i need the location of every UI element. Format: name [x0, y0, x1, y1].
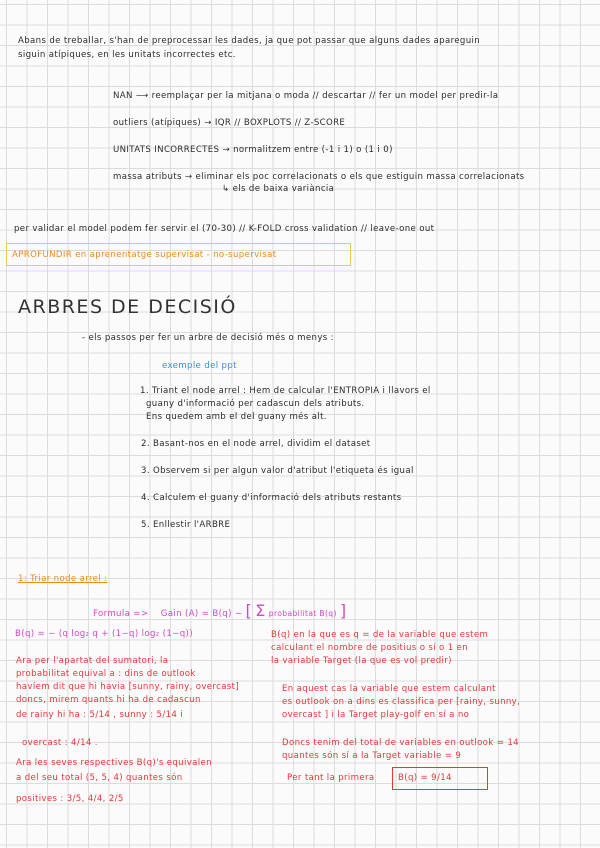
- validation-line: per validar el model podem fer servir el (70-30) // K-FOLD cross validation // leave-one out: [14, 224, 435, 234]
- step-1-line-3: Ens quedem amb el del guany més alt.: [146, 412, 327, 422]
- step-text: Calculem el guany d'informació dels atributs restants: [153, 493, 402, 503]
- formula-sigma: Σ: [255, 601, 266, 620]
- steps-intro: - els passos per fer un arbre de decisió més o menys :: [82, 333, 334, 343]
- final-result: B(q) = 9/14: [398, 773, 452, 783]
- step-number: 4.: [141, 493, 150, 503]
- prep-term: NAN: [113, 91, 133, 101]
- left-note-line: Ara per l'apartat del sumatori, la: [16, 656, 169, 666]
- right-note-line: la variable Target (la que es vol predir): [271, 656, 452, 666]
- step-text: Observem si per algun valor d'atribut l'etiqueta és igual: [153, 466, 414, 476]
- step-number: 5.: [141, 520, 150, 530]
- step-number: 1.: [140, 386, 149, 396]
- prep-text: reemplaçar per la mitjana o moda // descartar // fer un model per predir-la: [151, 91, 499, 101]
- section-title: ARBRES DE DECISIÓ: [18, 296, 237, 318]
- highlight-text: APROFUNDIR en aprenentatge supervisat - no-supervisat: [12, 250, 277, 260]
- intro-line-2: siguin atípiques, en les unitats incorrectes etc.: [18, 50, 236, 60]
- formula-bracket-close: ]: [339, 601, 347, 620]
- step-3: [141, 466, 414, 476]
- step-2: [141, 439, 371, 449]
- left-note-line: probabilitat equival a : dins de outlook: [16, 669, 196, 679]
- right-note-line: overcast ] i la Target play-golf en sí a no: [282, 710, 470, 720]
- right-note-line: B(q) en la que es q = de la variable que estem: [271, 630, 489, 640]
- step-number: 2.: [141, 439, 150, 449]
- left-note-line: de rainy hi ha : 5/14 , sunny : 5/14 i: [16, 710, 184, 720]
- left-note-line: havíem dit que hi havia [sunny, rainy, overcast]: [16, 682, 240, 692]
- prep-term: UNITATS INCORRECTES: [113, 145, 220, 155]
- prep-text: eliminar els poc correlacionats o els que estiguin massa correlacionats: [195, 172, 525, 182]
- left-note-line: doncs, mirem quants hi ha de cadascun: [16, 695, 201, 705]
- entropy-formula: B(q) = − (q log₂ q + (1−q) log₂ (1−q)): [15, 629, 193, 639]
- step-5: [141, 520, 230, 530]
- prep-term: massa atributs: [113, 172, 182, 182]
- left-note-line: Ara les seves respectives B(q)'s equivalen: [16, 758, 212, 768]
- formula-label: Formula =>: [93, 609, 149, 619]
- right-note-line: quantes són sí a la Target variable = 9: [282, 751, 462, 761]
- arrow-icon: →: [184, 172, 193, 182]
- right-note-line: Doncs tenim del total de variables en outlook = 14: [282, 738, 519, 748]
- prep-item-attributes: [113, 172, 525, 182]
- step-4: [141, 493, 401, 503]
- right-note-line: es outlook on a dins es classifica per [rainy, sunny,: [282, 697, 521, 707]
- step-text: Triant el node arrel : Hem de calcular l'ENTROPIA i llavors el: [152, 386, 431, 396]
- arrow-icon: ⟶: [135, 91, 149, 101]
- prep-extra-note: ↳ els de baixa variància: [222, 184, 335, 194]
- step-text: Enllestir l'ARBRE: [153, 520, 231, 530]
- arrow-icon: →: [204, 118, 212, 128]
- step-number: 3.: [141, 466, 150, 476]
- example-link[interactable]: exemple del ppt: [162, 361, 237, 371]
- intro-line-1: Abans de treballar, s'han de preprocessar les dades, ja que pot passar que alguns dades apareguin: [18, 36, 481, 46]
- formula-lhs: Gain (A) =: [160, 609, 210, 619]
- prep-item-units: [113, 145, 393, 155]
- left-note-line: overcast : 4/14 .: [22, 738, 98, 748]
- final-line: Per tant la primera: [287, 773, 375, 783]
- step-1: [140, 386, 431, 396]
- prep-term: outliers (atípiques): [113, 118, 202, 128]
- formula-minus: −: [234, 609, 243, 619]
- arrow-icon: →: [222, 145, 231, 155]
- prep-item-nan: [113, 91, 498, 101]
- step-1-line-2: guany d'informació per cadascun dels atributs.: [146, 399, 365, 409]
- prep-text: IQR // BOXPLOTS // Z-SCORE: [214, 118, 346, 128]
- prep-item-outliers: [113, 118, 345, 128]
- prep-text: normalitzem entre (-1 i 1) o (1 i 0): [233, 145, 393, 155]
- left-note-line: a del seu total (5, 5, 4) quantes són: [16, 773, 183, 783]
- formula-bq: B(q): [212, 609, 232, 619]
- formula-bracket-open: [: [245, 601, 253, 620]
- right-note-line: calculant el nombre de positius o sí o 1 en: [271, 643, 469, 653]
- formula-sum-text: probabilitat B(q): [268, 609, 337, 618]
- step1-heading: 1: Triar node arrel :: [18, 574, 108, 584]
- left-note-line: positives : 3/5, 4/4, 2/5: [16, 794, 124, 804]
- right-note-line: En aquest cas la variable que estem calculant: [282, 684, 496, 694]
- gain-formula: [93, 601, 346, 620]
- step-text: Basant-nos en el node arrel, dividim el dataset: [153, 439, 371, 449]
